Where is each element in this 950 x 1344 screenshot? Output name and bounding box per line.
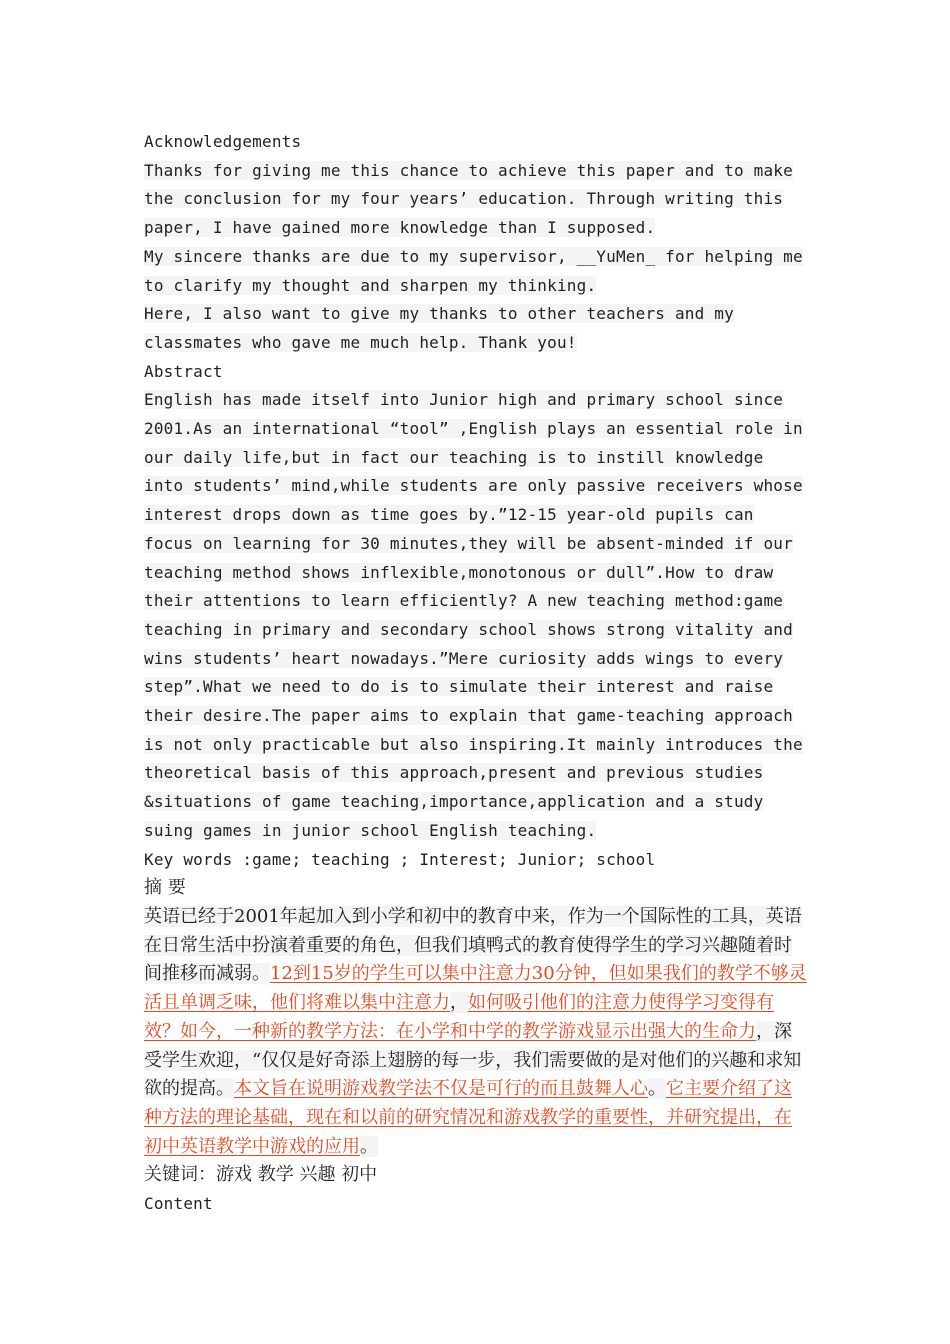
abstract-section [144,358,809,875]
acknowledgements-paragraph-1: Thanks for giving me this chance to achieve this paper and to make the conclusion for my four years’ education. Through writing this paper, I have gained more knowledge than I supposed. [144,160,793,238]
abstract-cn-segment: 。 [360,1135,378,1157]
abstract-cn-segment: ，深受学生欢迎，“仅仅是好奇添上翅膀的每一步，我们需要做的是对他们的兴趣和求知欲的提高。 [144,1020,802,1100]
content-heading: Content [144,1194,213,1214]
abstract-cn-highlight: 本文旨在说明游戏教学法不仅是可行的而且鼓舞人心 [234,1078,648,1100]
abstract-cn-section [144,874,809,1190]
content-section [144,1190,809,1219]
document-page [144,128,809,1219]
abstract-cn-segment: ， [450,992,468,1014]
abstract-cn-body [144,903,809,1161]
acknowledgements-heading: Acknowledgements [144,132,302,151]
abstract-cn-highlight: 它主要介绍了这种方法的理论基础，现在和以前的研究情况和游戏教学的重要性，并研究提出，在初中英语教学中游戏的应用 [144,1078,792,1157]
abstract-cn-keywords: 关键词：游戏 教学 兴趣 初中 [144,1164,378,1186]
abstract-cn-highlight: 12到15岁的学生可以集中注意力30分钟，但如果我们的教学不够灵活且单调乏味，他们将难以集中注意力 [144,963,807,1014]
abstract-body: English has made itself into Junior high and primary school since 2001.As an international “tool” ,English plays an essential role in our daily life,but in fact our teaching is to instill knowledge into students’ mind,while students are only passive receivers whose interest drops down as time goes by.”12-15 year-old pupils can focus on learning for 30 minutes,they will be absent-minded if our teaching method shows inflexible,monotonous or dull”.How to draw their attentions to learn efficiently? A new teaching method:game teaching in primary and secondary school shows strong vitality and wins students’ heart nowadays.”Mere curiosity adds wings to every step”.What we need to do is to simulate their interest and raise their desire.The paper aims to explain that game-teaching approach is not only practicable but also inspiring.It mainly introduces the theoretical basis of this approach,present and previous studies &situations of game teaching,importance,application and a study suing games in junior school English teaching. [144,390,803,840]
abstract-cn-highlight: 如何吸引他们的注意力使得学习变得有效？如今，一种新的教学方法：在小学和中学的教学游戏显示出强大的生命力 [144,992,774,1042]
acknowledgements-paragraph-3: Here, I also want to give my thanks to other teachers and my classmates who gave me much help. Thank you! [144,304,734,352]
abstract-keywords: Key words :game; teaching ; Interest; Junior; school [144,849,656,869]
abstract-cn-segment: 英语已经于2001年起加入到小学和初中的教育中来，作为一个国际性的工具，英语在日常生活中扮演着重要的角色，但我们填鸭式的教育使得学生的学习兴趣随着时间推移而减弱。 [144,905,802,985]
acknowledgements-section [144,128,809,358]
abstract-cn-segment: 。 [648,1078,666,1100]
acknowledgements-paragraph-2: My sincere thanks are due to my supervisor, __YuMen_ for helping me to clarify my thought and sharpen my thinking. [144,246,803,295]
abstract-heading: Abstract [144,361,223,381]
abstract-cn-heading: 摘 要 [144,877,186,899]
